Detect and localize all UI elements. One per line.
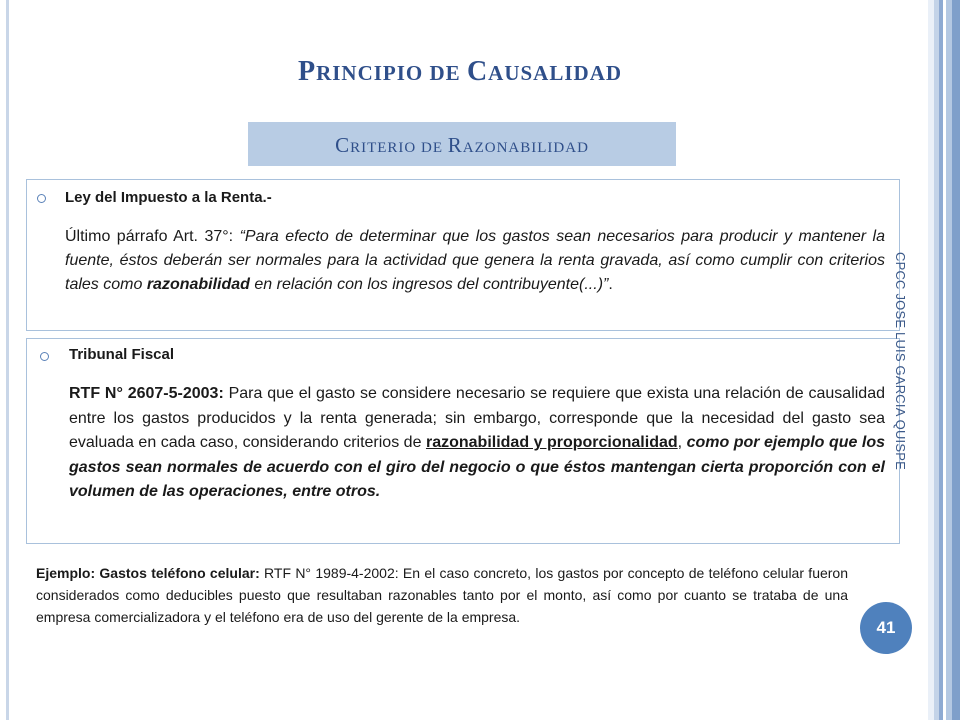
law-heading: Ley del Impuesto a la Renta.- bbox=[65, 189, 272, 206]
slide-subtitle: CRITERIO DE RAZONABILIDAD bbox=[248, 122, 676, 166]
circle-bullet-icon bbox=[37, 194, 46, 203]
slide-title: PRINCIPIO DE CAUSALIDAD bbox=[297, 56, 623, 87]
circle-bullet-icon bbox=[40, 352, 49, 361]
tribunal-box bbox=[26, 338, 900, 544]
law-paragraph: Último párrafo Art. 37°: “Para efecto de determinar que los gastos sean necesarios para producir y mantener la fuente, éstos deberán ser normales para la actividad que genera la renta gravada, así como cumplir con criterios tales como razonabilidad en relación con los ingresos del contribuyente(...)”. bbox=[65, 228, 885, 293]
page-number-badge: 41 bbox=[860, 602, 912, 654]
tribunal-paragraph: RTF N° 2607-5-2003: Para que el gasto se considere necesario se requiere que exista una relación de causalidad entre los gastos producidos y la renta generada; sin embargo, corresponde que la necesidad del gasto sea evaluada en cada caso, considerando criterios de razonabilidad y proporcionalidad, como por ejemplo que los gastos sean normales de acuerdo con el giro del negocio o que éstos mantengan cierta proporción con el volumen de las operaciones, entre otros. bbox=[69, 385, 886, 500]
decorative-side-stripes bbox=[928, 0, 960, 720]
example-paragraph: Ejemplo: Gastos teléfono celular: RTF N° 1989-4-2002: En el caso concreto, los gastos por concepto de teléfono celular fueron considerados como deducibles puesto que resultaban razonables tanto por el monto, así como por cuanto se trataba de una empresa comercializadora y el teléfono era de uso del gerente de la empresa. bbox=[36, 565, 848, 625]
left-frame-line bbox=[6, 0, 9, 720]
tribunal-heading: Tribunal Fiscal bbox=[69, 346, 175, 363]
law-box bbox=[26, 179, 900, 331]
